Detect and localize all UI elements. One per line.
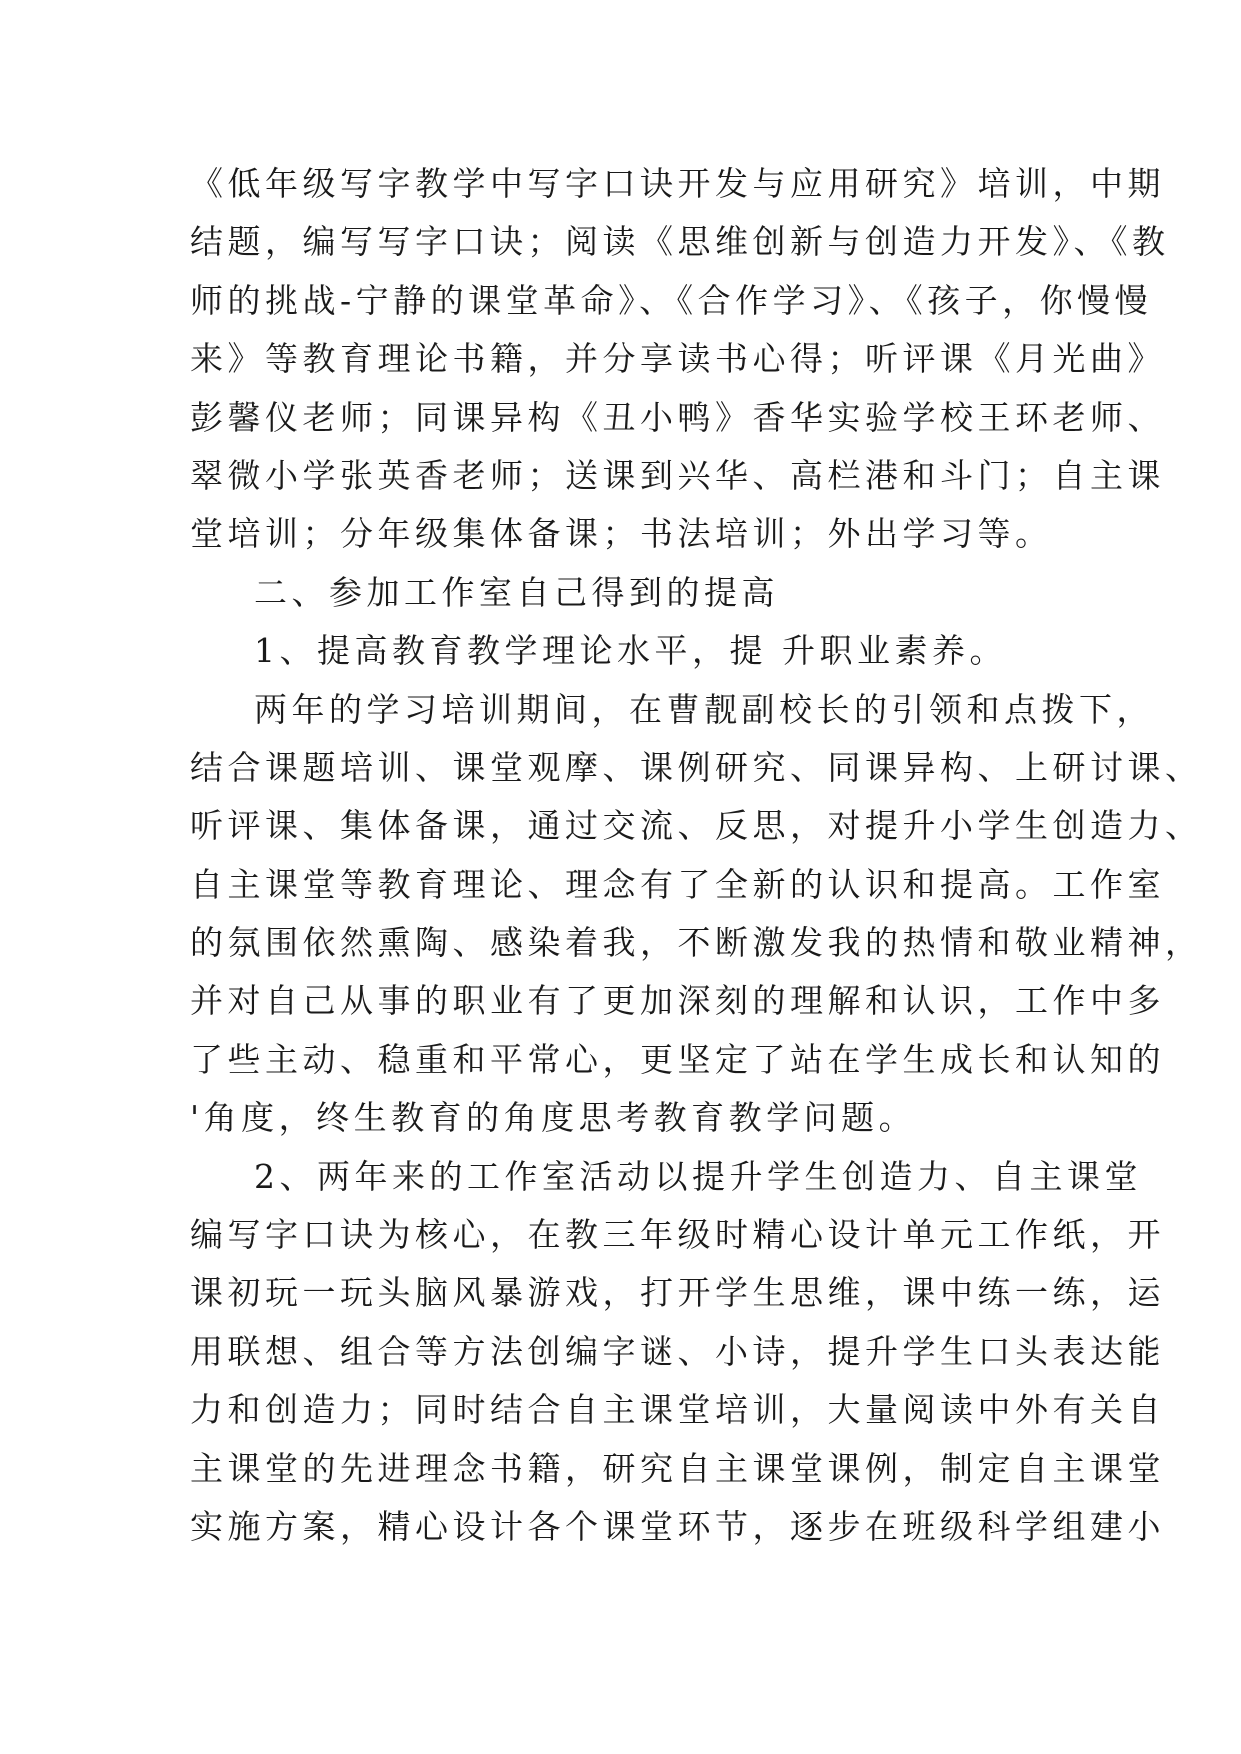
text-line: 堂培训；分年级集体备课；书法培训；外出学习等。 xyxy=(190,514,1053,554)
text-line: '角度，终生教育的角度思考教育教学问题。 xyxy=(190,1098,917,1138)
subsection-heading: 1、提高教育教学理论水平，提 升职业素养。 xyxy=(254,631,1007,671)
section-heading: 二、参加工作室自己得到的提高 xyxy=(254,572,779,612)
text-line: 实施方案，精心设计各个课堂环节，逐步在班级科学组建小 xyxy=(190,1506,1165,1546)
text-line: 并对自己从事的职业有了更加深刻的理解和认识，工作中多 xyxy=(190,981,1165,1021)
text-line: 两年的学习培训期间，在曹靓副校长的引领和点拨下， xyxy=(254,689,1154,729)
text-line: 师的挑战-宁静的课堂革命》、《合作学习》、《孩子，你慢慢 xyxy=(190,280,1153,320)
text-line: 翠微小学张英香老师；送课到兴华、高栏港和斗门；自主课 xyxy=(190,455,1165,495)
text-line: 的氛围依然熏陶、感染着我，不断激发我的热情和敬业精神， xyxy=(190,923,1203,963)
text-line: 了些主动、稳重和平常心，更坚定了站在学生成长和认知的 xyxy=(190,1039,1165,1079)
text-line: 听评课、集体备课，通过交流、反思，对提升小学生创造力、 xyxy=(190,806,1203,846)
text-line: 结合课题培训、课堂观摩、课例研究、同课异构、上研讨课、 xyxy=(190,747,1203,787)
text-line: 力和创造力；同时结合自主课堂培训，大量阅读中外有关自 xyxy=(190,1390,1165,1430)
text-line: 彭馨仪老师；同课异构《丑小鸭》香华实验学校王环老师、 xyxy=(190,397,1165,437)
text-line: 自主课堂等教育理论、理念有了全新的认识和提高。工作室 xyxy=(190,864,1165,904)
text-line: 用联想、组合等方法创编字谜、小诗，提升学生口头表达能 xyxy=(190,1331,1165,1371)
text-line: 结题，编写写字口诀；阅读《思维创新与创造力开发》、《教 xyxy=(190,222,1170,262)
body-text xyxy=(190,155,1203,1556)
text-line: 《低年级写字教学中写字口诀开发与应用研究》培训，中期 xyxy=(190,164,1165,203)
text-line: 主课堂的先进理念书籍，研究自主课堂课例，制定自主课堂 xyxy=(190,1448,1165,1488)
text-line: 2、两年来的工作室活动以提升学生创造力、自主课堂 xyxy=(254,1156,1142,1196)
text-line: 来》等教育理论书籍，并分享读书心得；听评课《月光曲》 xyxy=(190,339,1165,379)
text-line: 编写字口诀为核心，在教三年级时精心设计单元工作纸，开 xyxy=(190,1215,1165,1255)
text-line: 课初玩一玩头脑风暴游戏，打开学生思维，课中练一练，运 xyxy=(190,1273,1165,1313)
